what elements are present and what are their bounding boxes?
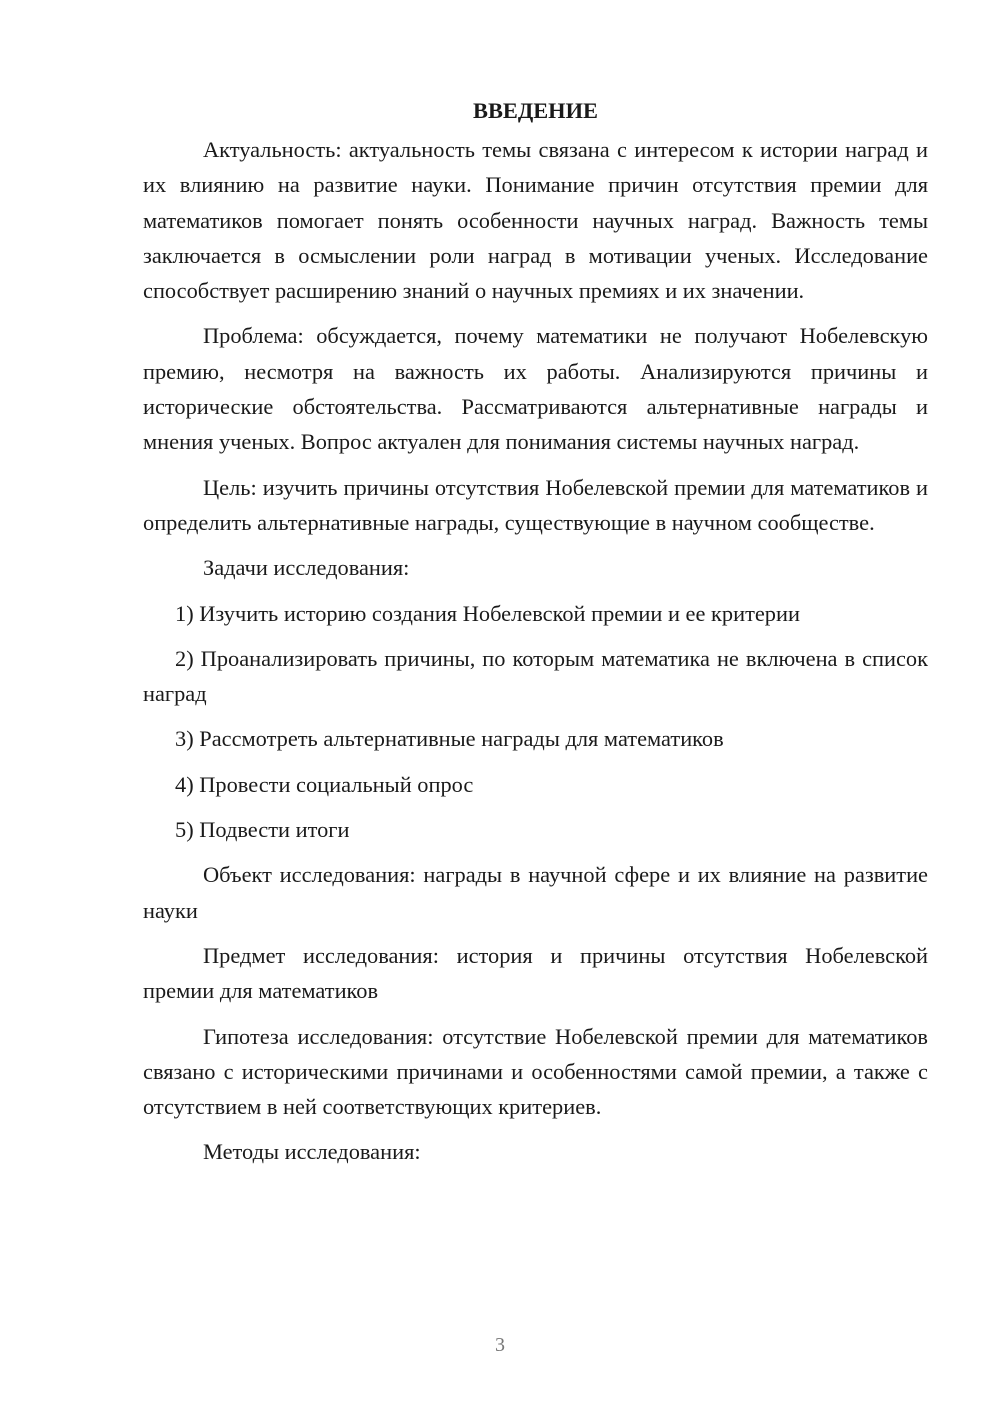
task-item-1: 1) Изучить историю создания Нобелевской премии и ее критерии (175, 600, 800, 626)
goal-paragraph: Цель: изучить причины отсутствия Нобелевской премии для математиков и определить альтернативные награды, существующие в научном сообществе. (143, 474, 928, 535)
task-item-5: 5) Подвести итоги (175, 817, 350, 843)
subject-paragraph: Предмет исследования: история и причины отсутствия Нобелевской премии для математиков (143, 942, 928, 1004)
task-item-2: 2) Проанализировать причины, по которым математика не включена в список наград (143, 645, 928, 707)
tasks-heading: Задачи исследования: (203, 555, 410, 581)
hypothesis-paragraph: Гипотеза исследования: отсутствие Нобелевской премии для математиков связано с историческими причинами и особенностями самой премии, а также с отсутствием в ней соответствующих критериев. (143, 1023, 928, 1120)
problem-paragraph: Проблема: обсуждается, почему математики не получают Нобелевскую премию, несмотря на важность их работы. Анализируются причины и исторические обстоятельства. Рассматриваются альтернативные награды и мнения ученых. Вопрос актуален для понимания системы научных наград. (143, 323, 928, 455)
object-paragraph: Объект исследования: награды в научной сфере и их влияние на развитие науки (143, 862, 928, 923)
methods-heading: Методы исследования: (203, 1139, 421, 1165)
relevance-paragraph: Актуальность: актуальность темы связана с интересом к истории наград и их влиянию на развитие науки. Понимание причин отсутствия премии для математиков помогает понять особенности научных наград. Важность темы заключается в осмыслении роли наград в мотивации ученых. Исследование способствует расширению знаний о научных премиях и их значении. (143, 137, 928, 304)
document-page (143, 96, 928, 1180)
task-item-4: 4) Провести социальный опрос (175, 771, 474, 797)
page-number: 3 (495, 1334, 505, 1356)
task-item-3: 3) Рассмотреть альтернативные награды для математиков (175, 726, 724, 752)
page-title: ВВЕДЕНИЕ (473, 98, 598, 123)
